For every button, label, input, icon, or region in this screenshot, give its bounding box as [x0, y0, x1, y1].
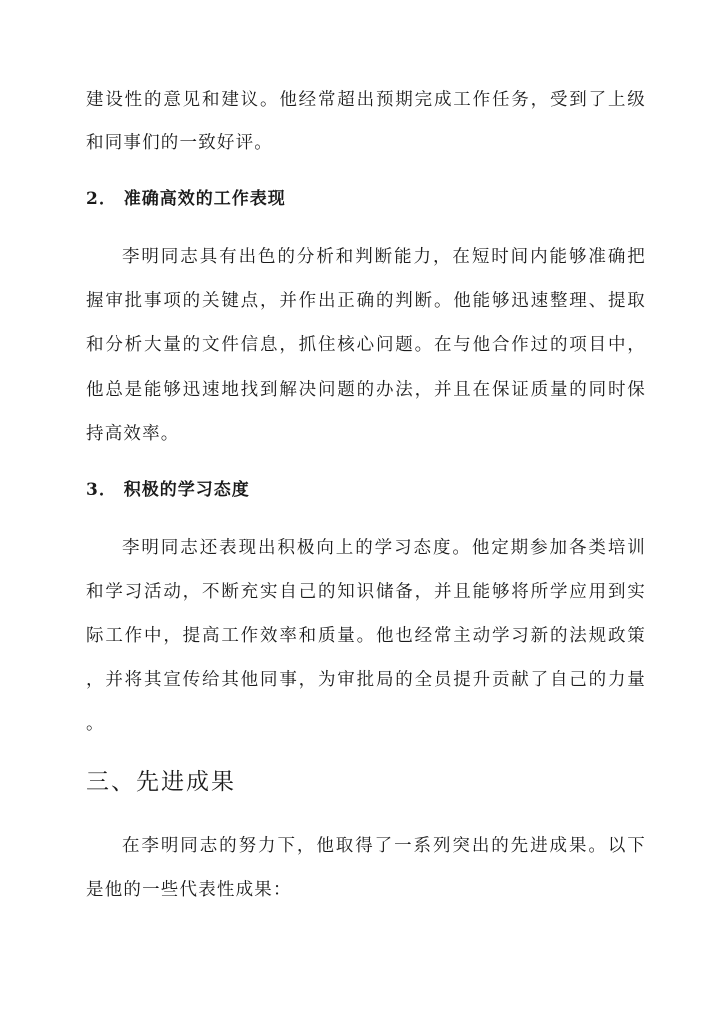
subsection-3-line-2: 和学习活动，不断充实自己的知识储备，并且能够将所学应用到实 [86, 582, 646, 602]
subsection-2-line-3: 和分析大量的文件信息，抓住核心问题。在与他合作过的项目中， [86, 335, 646, 355]
section-3-heading: 三、先进成果 [86, 769, 236, 795]
subsection-2-line-5: 持高效率。 [86, 424, 180, 444]
subsection-2-heading: 2． 准确高效的工作表现 [86, 189, 286, 209]
subsection-3-line-1: 李明同志还表现出积极向上的学习态度。他定期参加各类培训 [122, 538, 646, 558]
subsection-2-line-1: 李明同志具有出色的分析和判断能力，在短时间内能够准确把 [122, 247, 646, 267]
section-3-line-1: 在李明同志的努力下，他取得了一系列突出的先进成果。以下 [122, 836, 646, 856]
intro-line-2: 和同事们的一致好评。 [86, 133, 273, 153]
subsection-3-line-5: 。 [86, 714, 105, 734]
subsection-3-line-3: 际工作中，提高工作效率和质量。他也经常主动学习新的法规政策 [86, 626, 646, 646]
section-3-line-2: 是他的一些代表性成果： [86, 880, 292, 900]
subsection-2-line-4: 他总是能够迅速地找到解决问题的办法，并且在保证质量的同时保 [86, 380, 646, 400]
intro-line-1: 建设性的意见和建议。他经常超出预期完成工作任务，受到了上级 [86, 90, 646, 110]
subsection-3-heading: 3． 积极的学习态度 [86, 480, 250, 500]
subsection-3-line-4: ，并将其宣传给其他同事，为审批局的全员提升贡献了自己的力量 [86, 670, 646, 690]
subsection-2-line-2: 握审批事项的关键点，并作出正确的判断。他能够迅速整理、提取 [86, 291, 646, 311]
